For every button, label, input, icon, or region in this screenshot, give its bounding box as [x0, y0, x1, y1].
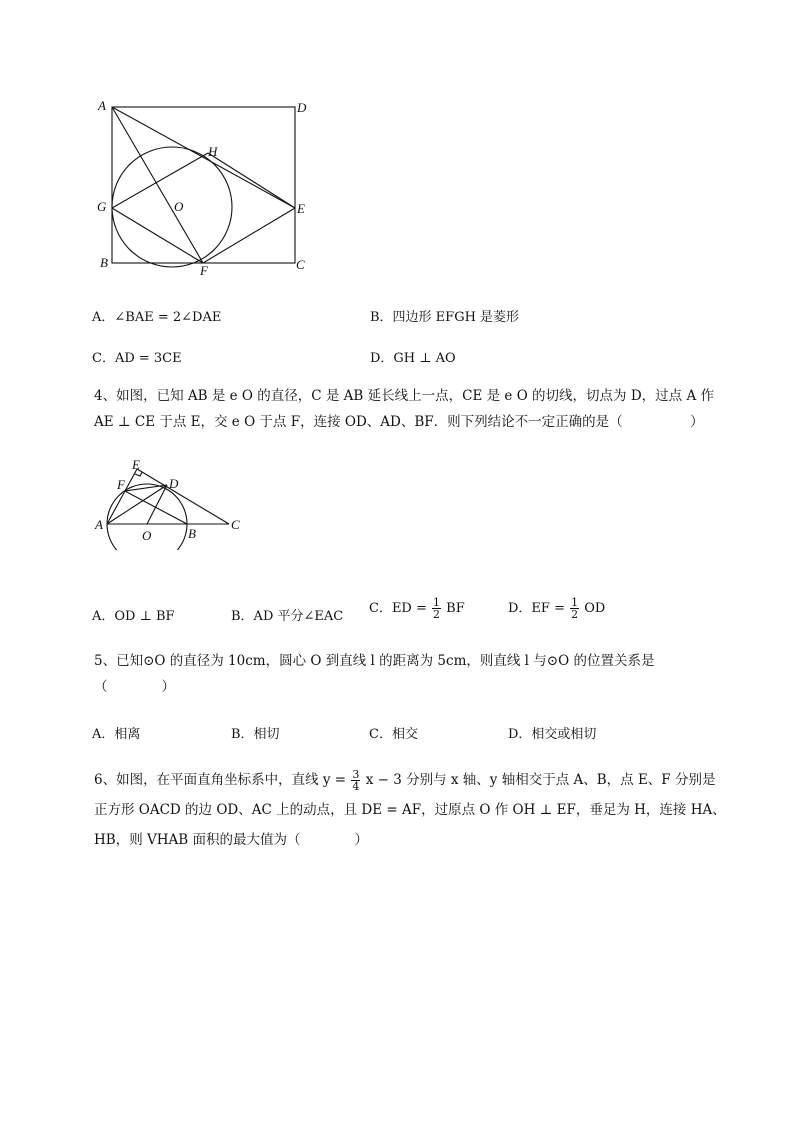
- q3-option-b: B．四边形 EFGH 是菱形: [370, 310, 520, 325]
- q4-option-c: [369, 597, 465, 620]
- label-e: E: [297, 201, 305, 216]
- segment-gf: [112, 208, 203, 263]
- q4-label-d: D: [169, 476, 179, 491]
- q4-option-c-numerator: 1: [433, 596, 441, 609]
- segment-ad: [107, 485, 167, 524]
- q4-label-f: F: [117, 477, 125, 492]
- figure-square-circle-svg: [90, 95, 320, 280]
- question-5: [94, 648, 734, 700]
- segment-gh: [112, 153, 208, 208]
- q4-label-e: E: [132, 457, 140, 472]
- label-f: F: [200, 263, 208, 278]
- q4-option-d-denominator: 2: [571, 608, 579, 621]
- q6-line-1-pre: 6、如图，在平面直角坐标系中，直线 y =: [94, 772, 347, 788]
- q4-option-d: [508, 597, 605, 620]
- q3-option-c: C．AD = 3CE: [92, 351, 182, 366]
- segment-ef: [203, 208, 295, 263]
- q4-option-b: B．AD 平分∠EAC: [231, 609, 344, 624]
- label-c: C: [296, 257, 305, 272]
- q4-option-d-pre: D．EF =: [508, 601, 565, 616]
- q4-label-a: A: [95, 517, 103, 532]
- q5-option-c: C．相交: [369, 727, 418, 742]
- q4-label-c: C: [231, 517, 240, 532]
- label-g: G: [97, 199, 107, 214]
- label-b: B: [100, 255, 108, 270]
- q6-line-1: [94, 765, 734, 795]
- q4-option-d-post: OD: [584, 601, 606, 616]
- figure-q4: [92, 455, 252, 550]
- q5-option-b: B．相切: [231, 727, 280, 742]
- q5-option-d: D．相交或相切: [508, 727, 597, 742]
- question-4: [94, 383, 734, 435]
- circle-o: [112, 147, 232, 267]
- q4-option-c-fraction: [432, 597, 441, 620]
- q3-option-a: A．∠BAE = 2∠DAE: [92, 310, 222, 325]
- right-angle-mark: [135, 472, 142, 476]
- q6-line-2: 正方形 OACD 的边 OD、AC 上的动点，且 DE = AF，过原点 O 作 OH ⊥ EF，垂足为 H，连接 HA、: [94, 802, 726, 818]
- q5-option-a: A．相离: [92, 727, 141, 742]
- q4-line-1: 4、如图，已知 AB 是 e O 的直径，C 是 AB 延长线上一点，CE 是 e O 的切线，切点为 D，过点 A 作: [94, 388, 714, 404]
- q4-line-2: AE ⊥ CE 于点 E，交 e O 于点 F，连接 OD、AD、BF．则下列结论不一定正确的是（ ）: [94, 414, 704, 430]
- label-o: O: [174, 199, 184, 214]
- figure-square-circle: [90, 95, 320, 280]
- q4-option-d-fraction: [570, 597, 579, 620]
- q4-label-o: O: [142, 528, 152, 543]
- q4-option-c-post: BF: [446, 601, 465, 616]
- q4-option-c-pre: C．ED =: [369, 601, 427, 616]
- q6-line-1-post: x − 3 分别与 x 轴、y 轴相交于点 A、B，点 E、F 分别是: [365, 772, 716, 788]
- q6-numerator: 3: [352, 768, 360, 781]
- q4-option-a: A．OD ⊥ BF: [92, 609, 175, 624]
- q4-option-d-numerator: 1: [571, 596, 579, 609]
- label-h: H: [208, 144, 218, 159]
- q6-denominator: 4: [352, 780, 360, 793]
- q5-line-1: 5、已知⊙O 的直径为 10cm，圆心 O 到直线 l 的距离为 5cm，则直线 l 与⊙O 的位置关系是: [94, 653, 655, 669]
- q3-option-d: D．GH ⊥ AO: [370, 351, 456, 366]
- q4-option-c-denominator: 2: [433, 608, 441, 621]
- segment-he: [208, 153, 295, 208]
- q6-fraction: [351, 769, 360, 792]
- figure-q4-svg: [92, 455, 252, 550]
- segment-fd: [125, 485, 167, 491]
- label-a: A: [98, 98, 106, 113]
- q5-line-2: （ ）: [94, 679, 175, 695]
- segment-bf: [125, 491, 187, 524]
- segment-af: [112, 107, 203, 263]
- q4-label-b: B: [188, 526, 196, 541]
- question-6: [94, 765, 734, 855]
- q6-line-3: HB，则 VHAB 面积的最大值为（ ）: [94, 832, 368, 848]
- label-d: D: [297, 100, 307, 115]
- square-abcd: [112, 107, 295, 263]
